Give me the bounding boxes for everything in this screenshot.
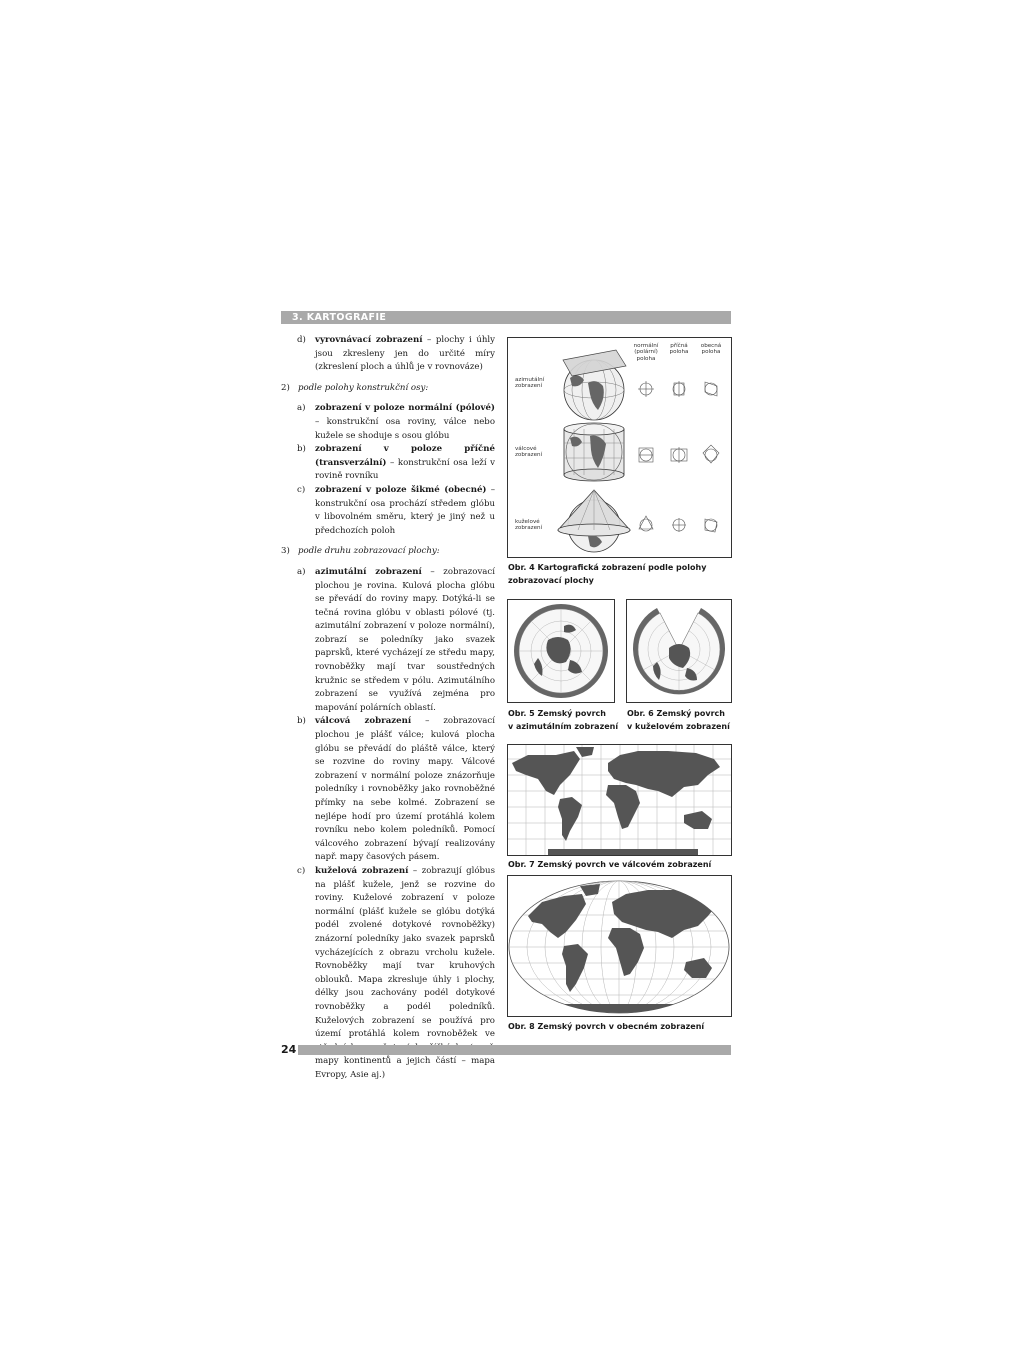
item-2a: a) zobrazení v poloze normální (pólové) – konstrukční osa roviny, válce nebo kužele se shoduje s osou glóbu: [297, 403, 495, 441]
fig4-col-transverse: příčná poloha: [669, 343, 689, 356]
section-2-heading: 2) podle polohy konstrukční osy:: [281, 382, 429, 393]
fig4-col-oblique: obecná poloha: [700, 343, 722, 356]
chapter-title: 3. KARTOGRAFIE: [292, 312, 387, 323]
figure-7-caption: Obr. 7 Zemský povrch ve válcovém zobrazení: [508, 860, 712, 869]
projection-diagrams: [638, 381, 719, 532]
figure-6-conic-map: [626, 599, 732, 703]
figure-8-oblique-map: [507, 875, 732, 1017]
conic-globe-icon: [558, 490, 630, 552]
item-3a: a) azimutální zobrazení – zobrazovací plochou je rovina. Kulová plocha glóbu se převádí do roviny mapy. Dotýká-li se tečná rovina glóbu v oblasti pólové (tj. azimutální zobrazení v poloze normální), zobrazí se poledníky jako svazek paprsků, které vycházejí ze středu mapy, rovnoběžky mají tvar soustředných kružnic se středem v pólu. Azimutálního zobrazení se využívá zejména pro mapování polárních oblastí.: [297, 566, 495, 713]
fig4-row-conic: kuželové zobrazení: [515, 519, 543, 532]
item-3b: b) válcová zobrazení – zobrazovací plochou je plášť válce; kulová plocha glóbu se převádí do pláště válce, který se rozvine do roviny mapy. Válcové zobrazení v normální poloze znázorňuje poledníky i rovnoběžky jako rovnoběžné přímky na sebe kolmé. Zobrazení se nejlépe hodí pro území protáhlá kolem rovníku nebo kolem poledníků. Pomocí válcového zobrazení bývají realizovány např. mapy časových pásem.: [297, 716, 495, 863]
figure-4-caption: Obr. 4 Kartografická zobrazení podle polohy zobrazovací plochy: [508, 563, 707, 585]
oblique-map-drawing: [508, 876, 731, 1016]
item-2b: b) zobrazení v poloze příčné (transverzální) – konstrukční osa leží v rovině rovníku: [297, 444, 495, 482]
item-d: d) vyrovnávací zobrazení – plochy i úhly jsou zkresleny jen do určité míry (zkreslení ploch a úhlů je v rovnováze): [297, 335, 495, 373]
figure-5-caption: Obr. 5 Zemský povrch v azimutálním zobrazení: [508, 709, 619, 731]
azimuthal-globe-icon: [563, 350, 626, 420]
azimuthal-map-drawing: [508, 600, 614, 702]
cylindrical-globe-icon: [564, 423, 624, 481]
item-2c: c) zobrazení v poloze šikmé (obecné) – konstrukční osa prochází středem glóbu v libovolném směru, který je jiný než u předchozích poloh: [297, 484, 496, 536]
figure-6-caption: Obr. 6 Zemský povrch v kuželovém zobrazení: [627, 709, 730, 731]
page-number: 24: [281, 1043, 297, 1056]
figure-4-projection-table: [507, 337, 732, 558]
figure-7-cylindrical-map: [507, 744, 732, 856]
text-column: [281, 334, 495, 1082]
chapter-header-bar: [281, 311, 731, 324]
fig4-row-cylindrical: válcové zobrazení: [515, 446, 543, 459]
fig4-col-normal: normální (polární) poloha: [633, 343, 659, 362]
section-3-heading: 3) podle druhu zobrazovací plochy:: [281, 546, 440, 557]
fig4-drawing: [508, 338, 731, 557]
item-3c: c) kuželová zobrazení – zobrazují glóbus na plášť kužele, jenž se rozvine do roviny. Kuželové zobrazení v poloze normální (plášť kužele se glóbu dotýká podél zvolené dotykové rovnoběžky) znázorní poledníky jako svazek paprsků vycházejících z obrazu vrcholu kužele. Rovnoběžky mají tvar kruhových oblouků. Mapa zkresluje úhly i plochy, délky jsou zachovány podél dotykové rovnoběžky a podél poledníků. Kuželových zobrazení se používá pro území protáhlá kolem rovnoběžek ve mapy kontinentů a jejich částí – mapa Evropy, Asie aj.): [297, 865, 495, 1080]
figure-8-caption: Obr. 8 Zemský povrch v obecném zobrazení: [508, 1022, 705, 1031]
conic-map-drawing: [627, 600, 731, 702]
fig4-row-azimuthal: azimutální zobrazení: [515, 377, 545, 390]
cylindrical-map-drawing: [508, 745, 731, 855]
footer-bar: [298, 1045, 731, 1055]
figure-5-azimuthal-map: [507, 599, 615, 703]
